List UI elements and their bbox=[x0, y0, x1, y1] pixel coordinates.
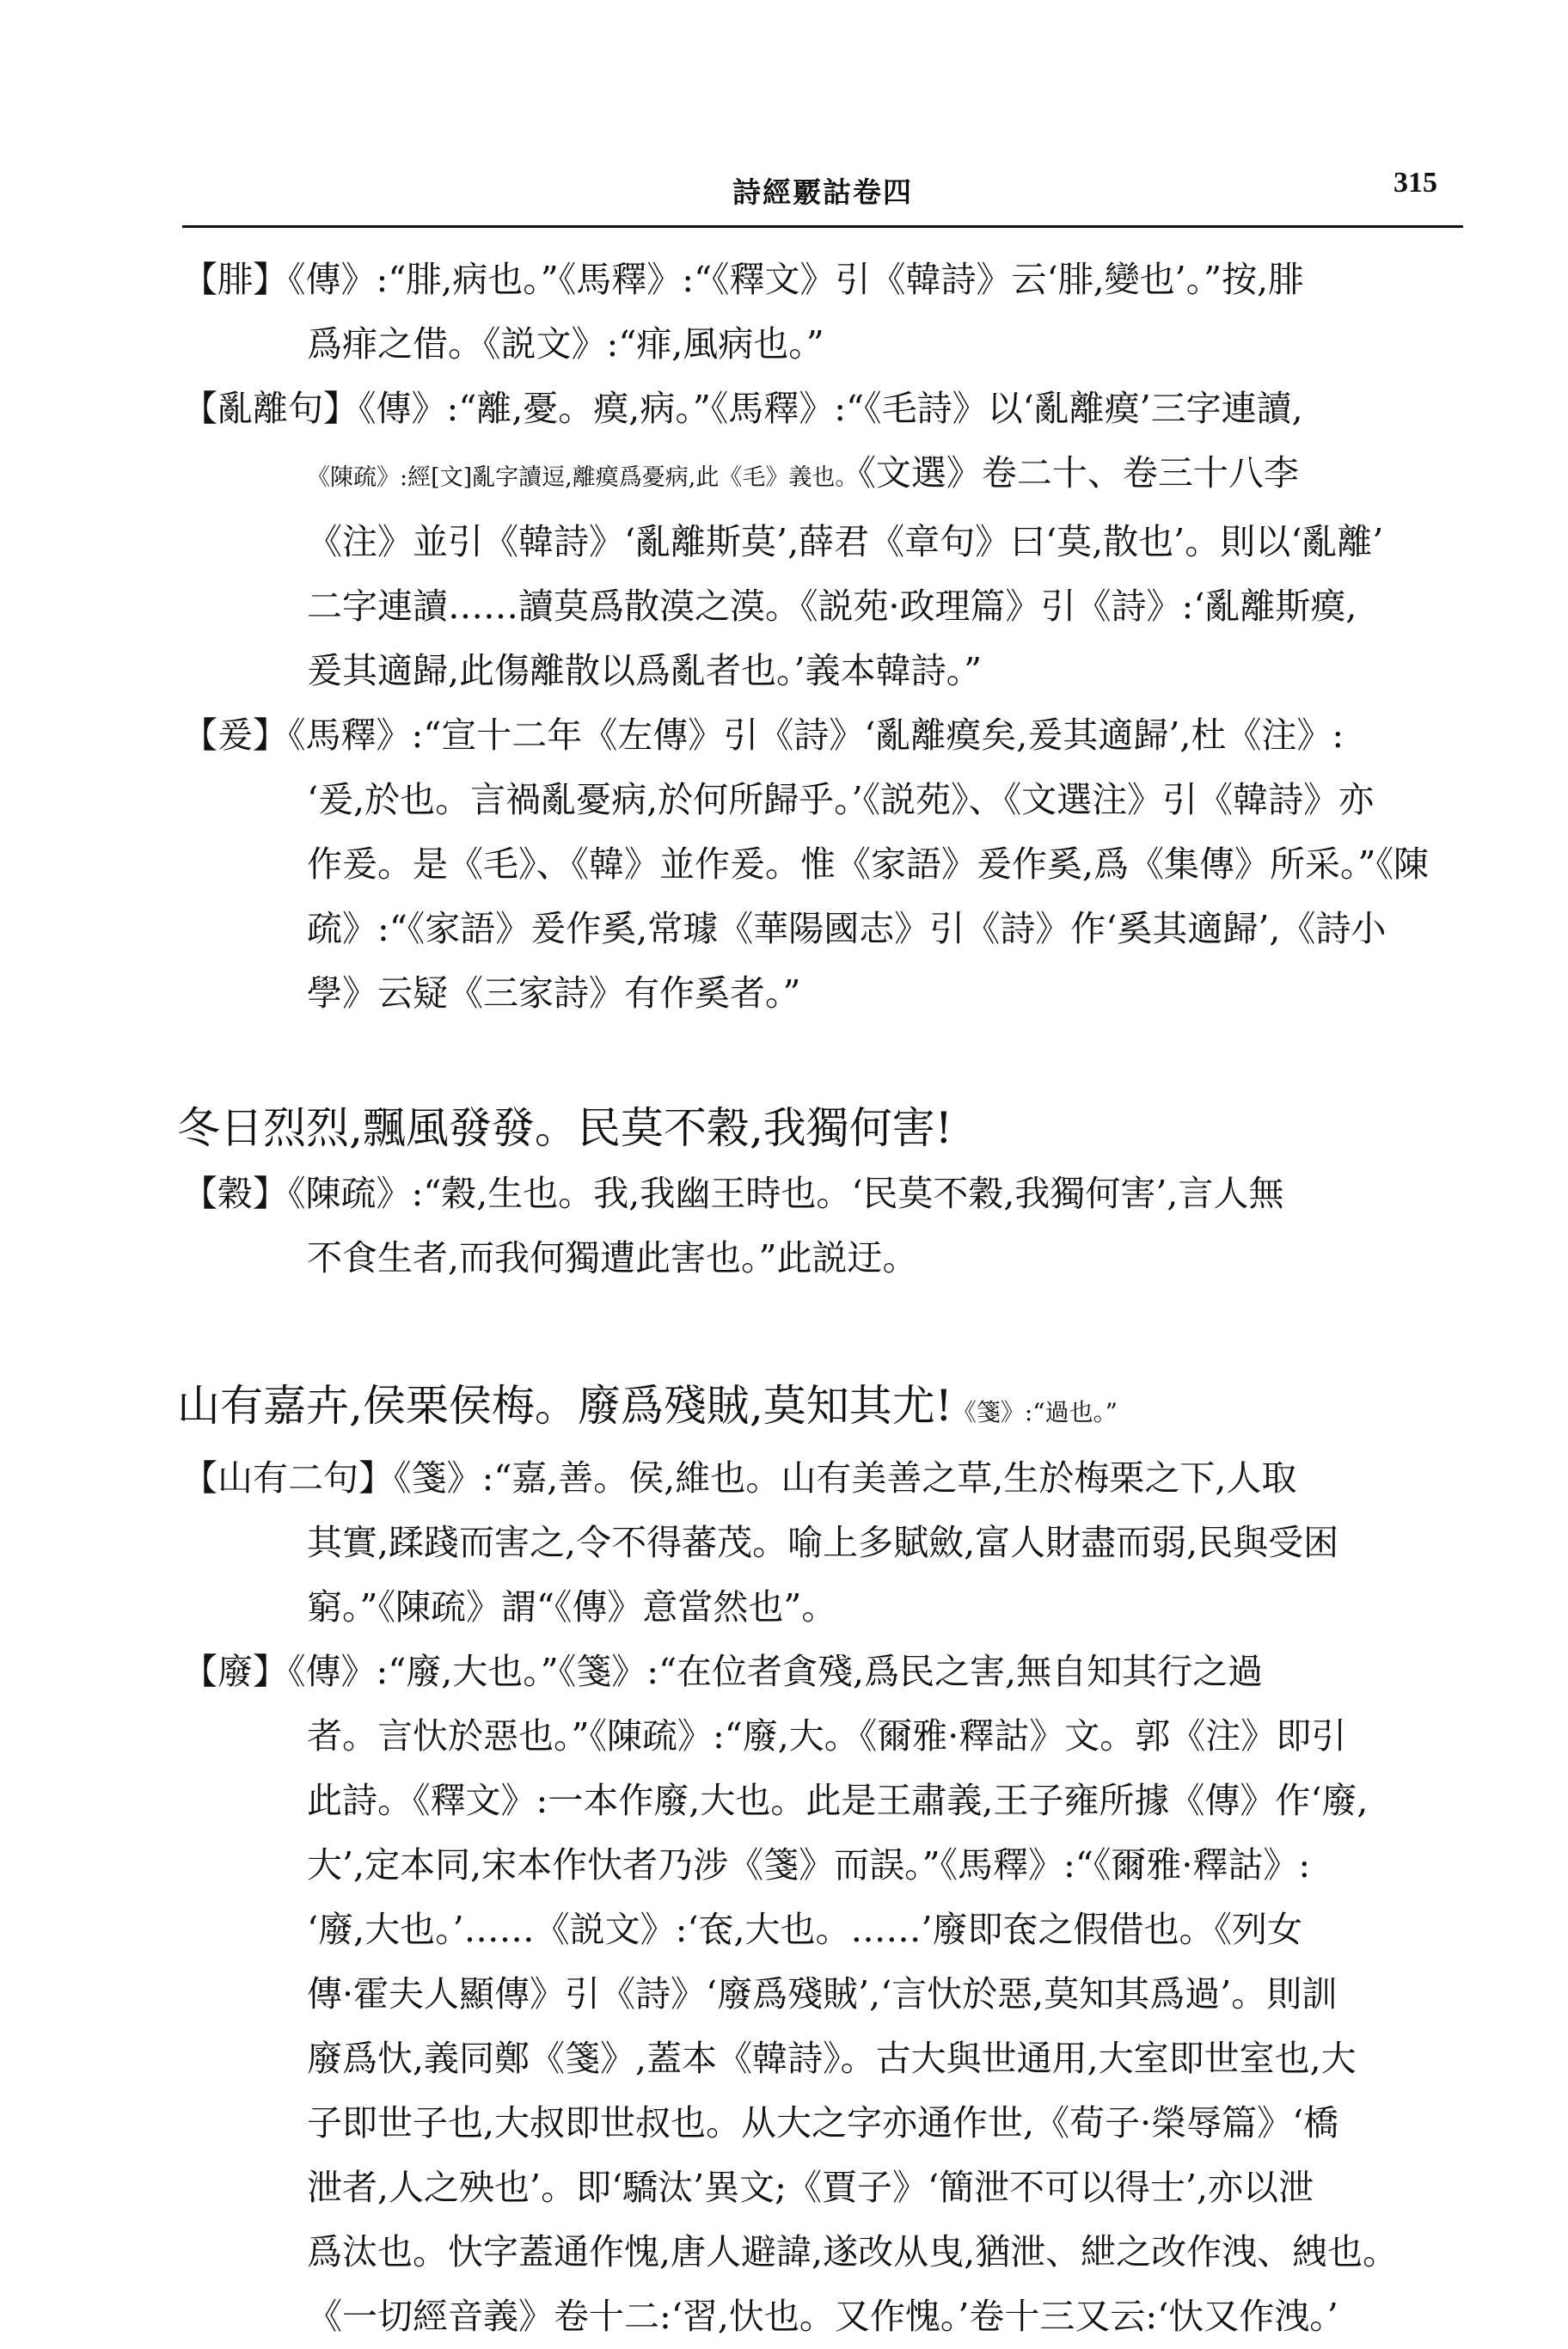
small-print-note: 《陳疏》:經[文]亂字讀逗,離瘼爲憂病,此《毛》義也。 bbox=[307, 464, 859, 491]
entry-line: 爰其適歸,此傷離散以爲亂者也。’義本韓詩。” bbox=[307, 650, 983, 691]
entry-line-with-note bbox=[307, 441, 1463, 510]
verse-line: 冬日烈烈,飄風發發。民莫不穀,我獨何害! bbox=[177, 1103, 952, 1153]
page-number: 315 bbox=[1393, 167, 1437, 199]
entry-line: 疏》:“《家語》爰作奚,常璩《華陽國志》引《詩》作‘奚其適歸’,《詩小 bbox=[307, 908, 1387, 949]
entry-line: 泄者,人之殃也’。即‘驕汰’異文;《賈子》‘簡泄不可以得士’,亦以泄 bbox=[307, 2167, 1314, 2208]
entry-line-text: 《文選》卷二十、卷三十八李 bbox=[858, 452, 1299, 494]
entry-line: ‘爰,於也。言禍亂憂病,於何所歸乎。’《説苑》、《文選注》引《韓詩》亦 bbox=[307, 779, 1375, 820]
entry-line: 廢爲忕,義同鄭《箋》,蓋本《韓詩》。古大與世通用,大室即世室也,大 bbox=[307, 2038, 1357, 2079]
annotation-shan-you-er-ju bbox=[182, 1446, 1463, 1640]
entry-line: 【廢】《傳》:“廢,大也。”《箋》:“在位者貪殘,爲民之害,無自知其行之過 bbox=[182, 1651, 1264, 1692]
entry-line: 此詩。《釋文》:一本作廢,大也。此是王肅義,王子雍所據《傳》作‘廢, bbox=[307, 1780, 1369, 1821]
annotation-yuan bbox=[182, 703, 1463, 1026]
running-header bbox=[182, 163, 1463, 215]
entry-line: ‘廢,大也。’……《説文》:‘奃,大也。……’廢即奃之假借也。《列女 bbox=[307, 1909, 1303, 1950]
entry-line: 【亂離句】《傳》:“離,憂。瘼,病。”《馬釋》:“《毛詩》以‘亂離瘼’三字連讀, bbox=[182, 388, 1303, 429]
entry-line: 子即世子也,大叔即世叔也。从大之字亦通作世,《荀子·榮辱篇》‘橋 bbox=[307, 2102, 1339, 2144]
header-rule bbox=[182, 225, 1463, 228]
entry-line: 《注》並引《韓詩》‘亂離斯莫’,薛君《章句》曰‘莫,散也’。則以‘亂離’ bbox=[307, 521, 1384, 562]
spacer bbox=[182, 1026, 1463, 1095]
entry-line: 大’,定本同,宋本作忕者乃涉《箋》而誤。”《馬釋》:“《爾雅·釋詁》: bbox=[307, 1844, 1311, 1886]
entry-line: 學》云疑《三家詩》有作奚者。” bbox=[307, 972, 801, 1014]
verse-note: 《箋》:“過也。” bbox=[952, 1398, 1118, 1426]
running-title: 詩經覈詁卷四 bbox=[732, 175, 913, 209]
entry-line: 作爰。是《毛》、《韓》並作爰。惟《家語》爰作奚,爲《集傳》所采。”《陳 bbox=[307, 843, 1429, 885]
entry-line: 傳·霍夫人顯傳》引《詩》‘廢爲殘賊’,‘言忕於惡,莫知其爲過’。則訓 bbox=[307, 1973, 1338, 2015]
entry-line: 爲汰也。忕字蓋通作愧,唐人避諱,遂改从曳,猶泄、紲之改作洩、絏也。 bbox=[307, 2231, 1399, 2272]
body-text bbox=[177, 248, 1463, 2349]
entry-line: 窮。”《陳疏》謂“《傳》意當然也”。 bbox=[307, 1586, 837, 1628]
entry-line: 者。言忕於惡也。”《陳疏》:“廢,大。《爾雅·釋詁》文。郭《注》即引 bbox=[307, 1715, 1347, 1757]
annotation-gu bbox=[182, 1162, 1463, 1291]
entry-line: 【爰】《馬釋》:“宣十二年《左傳》引《詩》‘亂離瘼矣,爰其適歸’,杜《注》: bbox=[182, 715, 1344, 756]
entry-line: 【穀】《陳疏》:“穀,生也。我,我幽王時也。‘民莫不穀,我獨何害’,言人無 bbox=[182, 1173, 1284, 1214]
entry-line: 爲痱之借。《説文》:“痱,風病也。” bbox=[307, 323, 824, 365]
annotation-fei bbox=[182, 248, 1463, 377]
annotation-fei-da bbox=[182, 1640, 1463, 2349]
entry-line: 【腓】《傳》:“腓,病也。”《馬釋》:“《釋文》引《韓詩》云‘腓,變也’。”按,腓 bbox=[182, 259, 1304, 300]
entry-line: 二字連讀……讀莫爲散漠之漠。《説苑·政理篇》引《詩》:‘亂離斯瘼, bbox=[307, 586, 1357, 627]
spacer bbox=[182, 1291, 1463, 1372]
entry-line: 不食生者,而我何獨遭此害也。”此説迂。 bbox=[307, 1237, 918, 1279]
annotation-luanli-ju bbox=[182, 377, 1463, 703]
verse-text: 山有嘉卉,侯栗侯梅。廢爲殘賊,莫知其尤! bbox=[177, 1381, 952, 1431]
entry-line: 《一切經音義》卷十二:‘習,忕也。又作愧。’卷十三又云:‘忕又作洩。’ bbox=[307, 2296, 1338, 2337]
verse-line bbox=[177, 1372, 1463, 1446]
entry-line: 【山有二句】《箋》:“嘉,善。侯,維也。山有美善之草,生於梅栗之下,人取 bbox=[182, 1457, 1297, 1499]
entry-line: 其實,蹂踐而害之,令不得蕃茂。喻上多賦斂,富人財盡而弱,民與受困 bbox=[307, 1522, 1339, 1563]
